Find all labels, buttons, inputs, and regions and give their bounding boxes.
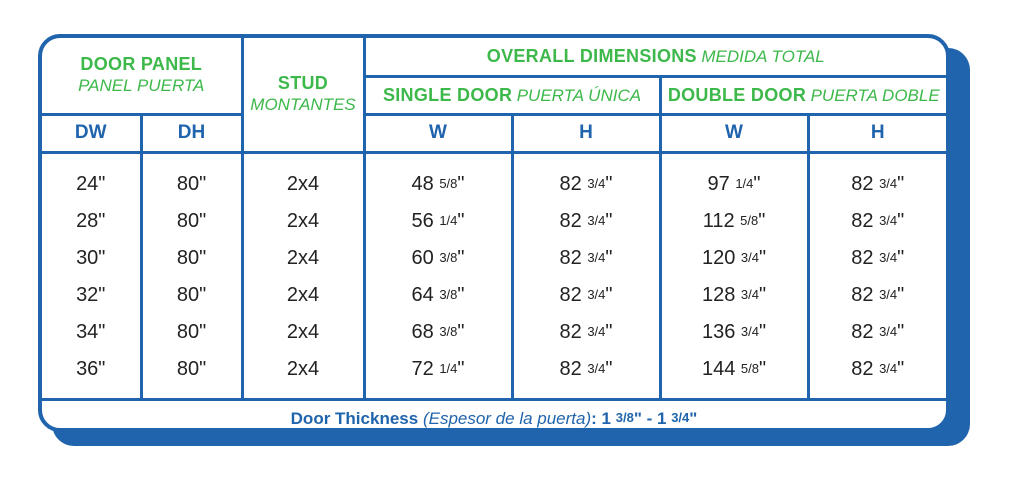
cell-double-h: 82 3/4" xyxy=(808,152,946,203)
value: 48 xyxy=(411,172,434,195)
value: 112 xyxy=(702,209,735,232)
fraction: 3/4 xyxy=(671,409,690,425)
fraction: 3/4 xyxy=(740,249,759,265)
cell-stud: 2x4 xyxy=(242,240,364,277)
fraction: 3/4 xyxy=(740,286,759,302)
cell-double-w: 128 3/4" xyxy=(660,277,808,314)
cell-stud: 2x4 xyxy=(242,203,364,240)
fraction: 3/4 xyxy=(587,249,606,265)
col-dh: DH xyxy=(141,114,242,152)
table-row xyxy=(42,240,946,277)
fraction: 3/8 xyxy=(615,409,634,425)
value: 82 xyxy=(851,172,874,195)
door-thickness-row xyxy=(42,399,946,432)
overall-title: OVERALL DIMENSIONS xyxy=(486,45,697,66)
value: 64 xyxy=(411,283,434,306)
fraction: 3/4 xyxy=(740,323,759,339)
cell-single-h: 82 3/4" xyxy=(512,152,660,203)
fraction: 3/4 xyxy=(879,212,898,228)
single-door-title-es: PUERTA ÚNICA xyxy=(516,85,642,105)
value: 82 xyxy=(559,357,582,380)
cell-single-w: 48 5/8" xyxy=(364,152,512,203)
cell-dh: 80" xyxy=(141,203,242,240)
cell-single-w: 64 3/8" xyxy=(364,277,512,314)
door-panel-header xyxy=(42,38,242,114)
value: 72 xyxy=(411,357,434,380)
fraction: 3/4 xyxy=(587,175,606,191)
overall-title-es: MEDIDA TOTAL xyxy=(701,46,825,66)
cell-single-h: 82 3/4" xyxy=(512,351,660,400)
fraction: 5/8 xyxy=(740,360,759,376)
double-door-title: DOUBLE DOOR xyxy=(667,84,807,105)
value: 60 xyxy=(411,246,434,269)
cell-double-w: 112 5/8" xyxy=(660,203,808,240)
single-door-header xyxy=(364,76,660,114)
value: 82 xyxy=(851,283,874,306)
table-row xyxy=(42,203,946,240)
cell-double-w: 136 3/4" xyxy=(660,314,808,351)
fraction: 3/4 xyxy=(587,360,606,376)
cell-single-h: 82 3/4" xyxy=(512,314,660,351)
cell-dh: 80" xyxy=(141,351,242,400)
table-row xyxy=(42,351,946,400)
value: 82 xyxy=(851,357,874,380)
value: 97 xyxy=(707,172,730,195)
colon: : xyxy=(591,408,597,428)
cell-stud: 2x4 xyxy=(242,351,364,400)
cell-single-w: 68 3/8" xyxy=(364,314,512,351)
cell-single-w: 56 1/4" xyxy=(364,203,512,240)
fraction: 3/4 xyxy=(879,360,898,376)
cell-dh: 80" xyxy=(141,240,242,277)
cell-double-h: 82 3/4" xyxy=(808,240,946,277)
dimensions-table xyxy=(42,38,946,432)
cell-stud: 2x4 xyxy=(242,314,364,351)
single-door-title: SINGLE DOOR xyxy=(382,84,513,105)
fraction: 3/8 xyxy=(439,249,458,265)
fraction: 3/4 xyxy=(587,212,606,228)
cell-dh: 80" xyxy=(141,152,242,203)
value: 1 xyxy=(657,408,667,428)
fraction: 3/4 xyxy=(879,175,898,191)
cell-dh: 80" xyxy=(141,277,242,314)
value: 128 xyxy=(701,283,736,306)
cell-double-w: 144 5/8" xyxy=(660,351,808,400)
cell-dh: 80" xyxy=(141,314,242,351)
value: 82 xyxy=(559,246,582,269)
value: 1 xyxy=(601,408,612,428)
fraction: 3/8 xyxy=(439,286,458,302)
table-row xyxy=(42,152,946,203)
cell-dw: 34" xyxy=(42,314,141,351)
cell-single-w: 72 1/4" xyxy=(364,351,512,400)
value: 56 xyxy=(411,209,434,232)
cell-dw: 36" xyxy=(42,351,141,400)
dimensions-table-card xyxy=(38,34,950,432)
fraction: 3/4 xyxy=(879,286,898,302)
double-door-title-es: PUERTA DOBLE xyxy=(810,85,940,105)
thickness-max xyxy=(657,409,697,428)
fraction: 1/4 xyxy=(439,360,458,376)
fraction: 3/4 xyxy=(879,323,898,339)
cell-stud: 2x4 xyxy=(242,152,364,203)
cell-dw: 24" xyxy=(42,152,141,203)
fraction: 1/4 xyxy=(439,212,458,228)
cell-dw: 30" xyxy=(42,240,141,277)
fraction: 3/8 xyxy=(439,323,458,339)
separator: " - xyxy=(633,408,657,428)
stud-title-es: MONTANTES xyxy=(250,95,356,115)
value: 82 xyxy=(851,320,874,343)
table-row xyxy=(42,314,946,351)
thickness-min xyxy=(602,409,657,428)
value: 82 xyxy=(559,172,582,195)
cell-stud: 2x4 xyxy=(242,277,364,314)
fraction: 5/8 xyxy=(740,212,759,228)
door-panel-title-es: PANEL PUERTA xyxy=(78,76,205,96)
cell-double-w: 97 1/4" xyxy=(660,152,808,203)
double-door-header xyxy=(660,76,946,114)
inch-mark: " xyxy=(689,408,698,428)
fraction: 5/8 xyxy=(439,175,458,191)
col-double-h: H xyxy=(808,114,946,152)
fraction: 1/4 xyxy=(735,175,754,191)
fraction: 3/4 xyxy=(879,249,898,265)
stud-title: STUD xyxy=(277,73,329,94)
value: 136 xyxy=(701,320,736,343)
cell-double-w: 120 3/4" xyxy=(660,240,808,277)
cell-double-h: 82 3/4" xyxy=(808,351,946,400)
overall-dimensions-header xyxy=(364,38,946,76)
cell-single-h: 82 3/4" xyxy=(512,240,660,277)
door-panel-title: DOOR PANEL xyxy=(80,54,203,75)
value: 82 xyxy=(851,246,874,269)
thickness-label-es: (Espesor de la puerta) xyxy=(422,408,592,428)
cell-double-h: 82 3/4" xyxy=(808,314,946,351)
cell-dw: 28" xyxy=(42,203,141,240)
value: 144 xyxy=(701,357,736,380)
door-thickness-note xyxy=(42,399,946,432)
cell-double-h: 82 3/4" xyxy=(808,277,946,314)
cell-dw: 32" xyxy=(42,277,141,314)
thickness-label: Door Thickness xyxy=(290,408,419,428)
col-single-h: H xyxy=(512,114,660,152)
value: 120 xyxy=(701,246,736,269)
col-single-w: W xyxy=(364,114,512,152)
fraction: 3/4 xyxy=(587,323,606,339)
stud-header xyxy=(242,38,364,152)
col-double-w: W xyxy=(660,114,808,152)
cell-single-h: 82 3/4" xyxy=(512,203,660,240)
fraction: 3/4 xyxy=(587,286,606,302)
value: 82 xyxy=(559,209,582,232)
value: 82 xyxy=(559,320,582,343)
cell-single-h: 82 3/4" xyxy=(512,277,660,314)
value: 82 xyxy=(851,209,874,232)
value: 82 xyxy=(559,283,582,306)
table-row xyxy=(42,277,946,314)
value: 68 xyxy=(411,320,434,343)
cell-single-w: 60 3/8" xyxy=(364,240,512,277)
col-dw: DW xyxy=(42,114,141,152)
cell-double-h: 82 3/4" xyxy=(808,203,946,240)
